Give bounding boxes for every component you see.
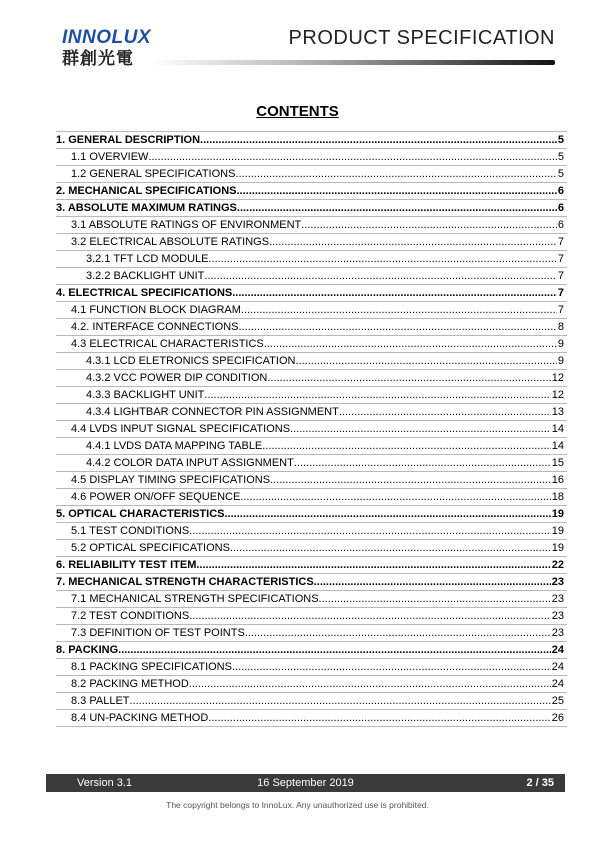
toc-entry[interactable] [56, 148, 567, 165]
toc-leader-dots [189, 523, 551, 539]
toc-entry[interactable] [56, 420, 567, 437]
toc-entry-page: 7 [557, 287, 564, 299]
toc-leader-dots [118, 642, 551, 658]
toc-leader-dots [238, 319, 556, 335]
toc-entry-title: 4. ELECTRICAL SPECIFICATIONS [56, 287, 233, 299]
toc-entry-page: 14 [551, 423, 564, 435]
toc-entry-title: 4.4.1 LVDS DATA MAPPING TABLE [86, 440, 263, 452]
toc-entry-title: 4.4.2 COLOR DATA INPUT ASSIGNMENT [86, 457, 294, 469]
toc-entry-title: 7.2 TEST CONDITIONS [71, 610, 190, 622]
toc-entry[interactable] [56, 624, 567, 641]
toc-entry[interactable] [56, 590, 567, 607]
toc-entry[interactable] [56, 352, 567, 369]
toc-entry[interactable] [56, 607, 567, 624]
toc-leader-dots [267, 370, 550, 386]
toc-leader-dots [148, 149, 556, 165]
toc-entry[interactable] [56, 709, 567, 726]
toc-entry[interactable] [56, 386, 567, 403]
toc-entry-title: 4.6 POWER ON/OFF SEQUENCE [71, 491, 241, 503]
logo-chinese-text: 群創光電 [62, 49, 134, 69]
toc-entry-title: 7.1 MECHANICAL STRENGTH SPECIFICATIONS [71, 593, 319, 605]
toc-entry[interactable] [56, 437, 567, 454]
toc-leader-dots [208, 710, 550, 726]
toc-entry-title: 4.5 DISPLAY TIMING SPECIFICATIONS [71, 474, 271, 486]
toc-leader-dots [339, 404, 551, 420]
toc-leader-dots [301, 217, 557, 233]
toc-entry-page: 5 [557, 151, 564, 163]
toc-entry-page: 8 [557, 321, 564, 333]
toc-entry-title: 3. ABSOLUTE MAXIMUM RATINGS [56, 202, 237, 214]
toc-leader-dots [295, 353, 556, 369]
toc-entry-page: 23 [551, 610, 564, 622]
toc-entry[interactable] [56, 641, 567, 658]
footer-date: 16 September 2019 [257, 777, 354, 789]
toc-entry[interactable] [56, 658, 567, 675]
toc-entry-page: 19 [551, 525, 564, 537]
toc-entry-title: 7.3 DEFINITION OF TEST POINTS [71, 627, 245, 639]
toc-leader-dots [230, 540, 551, 556]
toc-entry[interactable] [56, 267, 567, 284]
toc-entry[interactable] [56, 471, 567, 488]
toc-leader-dots [130, 693, 551, 709]
toc-entry-page: 9 [557, 338, 564, 350]
toc-entry[interactable] [56, 250, 567, 267]
toc-leader-dots [270, 472, 551, 488]
toc-entry-page: 6 [557, 202, 564, 214]
toc-entry-page: 24 [551, 661, 564, 673]
toc-entry[interactable] [56, 556, 567, 573]
toc-entry-page: 23 [551, 576, 564, 588]
toc-entry[interactable] [56, 182, 567, 199]
toc-entry-page: 26 [551, 712, 564, 724]
toc-entry[interactable] [56, 335, 567, 352]
footer-version: Version 3.1 [77, 777, 133, 789]
footer-bar [46, 774, 565, 792]
toc-entry-page: 7 [557, 236, 564, 248]
toc-leader-dots [208, 251, 556, 267]
toc-entry-page: 22 [551, 559, 564, 571]
toc-entry[interactable] [56, 692, 567, 709]
toc-entry-page: 7 [557, 304, 564, 316]
toc-entry-page: 7 [557, 253, 564, 265]
toc-entry[interactable] [56, 454, 567, 471]
toc-leader-dots [237, 200, 557, 216]
toc-entry[interactable] [56, 675, 567, 692]
toc-entry-page: 9 [557, 355, 564, 367]
copyright-notice: The copyright belongs to InnoLux. Any unauthorized use is prohibited. [166, 800, 429, 810]
toc-entry-title: 1.1 OVERVIEW [71, 151, 149, 163]
toc-entry[interactable] [56, 301, 567, 318]
toc-leader-dots [237, 183, 557, 199]
toc-leader-dots [319, 591, 551, 607]
toc-leader-dots [240, 489, 550, 505]
document-title: PRODUCT SPECIFICATION [288, 27, 555, 49]
toc-entry-title: 5.1 TEST CONDITIONS [71, 525, 190, 537]
toc-entry-title: 8.2 PACKING METHOD [71, 678, 189, 690]
toc-leader-dots [262, 438, 550, 454]
toc-entry-title: 4.3.1 LCD ELETRONICS SPECIFICATION [86, 355, 296, 367]
toc-entry-page: 16 [551, 474, 564, 486]
logo-brand-text: INNOLUX [62, 27, 151, 48]
toc-entry[interactable] [56, 216, 567, 233]
toc-leader-dots [269, 234, 557, 250]
toc-entry-page: 19 [551, 542, 564, 554]
toc-entry[interactable] [56, 233, 567, 250]
toc-entry-page: 15 [551, 457, 564, 469]
toc-entry-title: 3.2 ELECTRICAL ABSOLUTE RATINGS [71, 236, 270, 248]
toc-entry-title: 4.3.3 BACKLIGHT UNIT [86, 389, 205, 401]
toc-entry-page: 19 [551, 508, 564, 520]
toc-leader-dots [189, 676, 551, 692]
toc-entry-page: 23 [551, 627, 564, 639]
toc-entry[interactable] [56, 318, 567, 335]
contents-heading: CONTENTS [256, 103, 339, 120]
toc-entry-title: 3.1 ABSOLUTE RATINGS OF ENVIRONMENT [71, 219, 302, 231]
toc-entry[interactable] [56, 165, 567, 182]
toc-entry-title: 4.3.2 VCC POWER DIP CONDITION [86, 372, 268, 384]
toc-entry-title: 5.2 OPTICAL SPECIFICATIONS [71, 542, 230, 554]
toc-entry[interactable] [56, 488, 567, 505]
toc-entry-page: 13 [551, 406, 564, 418]
toc-entry-page: 12 [551, 372, 564, 384]
toc-entry[interactable] [56, 403, 567, 420]
toc-entry-title: 5. OPTICAL CHARACTERISTICS [56, 508, 225, 520]
toc-leader-dots [189, 608, 551, 624]
toc-entry-page: 24 [551, 678, 564, 690]
toc-entry-title: 2. MECHANICAL SPECIFICATIONS [56, 185, 237, 197]
toc-entry-title: 4.3 ELECTRICAL CHARACTERISTICS [71, 338, 264, 350]
toc-entry-page: 23 [551, 593, 564, 605]
toc-entry-page: 6 [557, 185, 564, 197]
toc-entry-title: 4.3.4 LIGHTBAR CONNECTOR PIN ASSIGNMENT [86, 406, 339, 418]
toc-leader-dots [241, 302, 557, 318]
toc-entry-title: 7. MECHANICAL STRENGTH CHARACTERISTICS [56, 576, 314, 588]
toc-entry-page: 25 [551, 695, 564, 707]
toc-leader-dots [204, 268, 556, 284]
table-of-contents [56, 131, 567, 727]
toc-leader-dots [314, 574, 551, 590]
toc-leader-dots [196, 557, 550, 573]
toc-entry-title: 4.4 LVDS INPUT SIGNAL SPECIFICATIONS [71, 423, 291, 435]
toc-leader-dots [200, 132, 557, 148]
toc-entry-title: 1. GENERAL DESCRIPTION [56, 134, 201, 146]
toc-entry-page: 12 [551, 389, 564, 401]
toc-entry-title: 8.3 PALLET [71, 695, 130, 707]
toc-leader-dots [232, 659, 551, 675]
toc-entry-title: 4.1 FUNCTION BLOCK DIAGRAM [71, 304, 241, 316]
toc-leader-dots [245, 625, 551, 641]
toc-leader-dots [264, 336, 557, 352]
toc-entry-title: 6. RELIABILITY TEST ITEM [56, 559, 197, 571]
toc-entry[interactable] [56, 284, 567, 301]
toc-leader-dots [290, 421, 551, 437]
toc-entry[interactable] [56, 131, 567, 148]
toc-entry-title: 8. PACKING [56, 644, 119, 656]
toc-entry-page: 7 [557, 270, 564, 282]
toc-leader-dots [204, 387, 550, 403]
toc-entry[interactable] [56, 505, 567, 522]
toc-entry-title: 3.2.1 TFT LCD MODULE [86, 253, 209, 265]
toc-leader-dots [235, 166, 556, 182]
toc-entry-title: 3.2.2 BACKLIGHT UNIT [86, 270, 205, 282]
toc-entry-page: 24 [551, 644, 564, 656]
toc-entry-page: 5 [557, 168, 564, 180]
toc-entry[interactable] [56, 369, 567, 386]
toc-entry-title: 1.2 GENERAL SPECIFICATIONS [71, 168, 236, 180]
header-divider [150, 60, 555, 65]
toc-entry-page: 14 [551, 440, 564, 452]
toc-entry-page: 18 [551, 491, 564, 503]
toc-entry[interactable] [56, 199, 567, 216]
toc-entry-page: 6 [557, 219, 564, 231]
footer-page-number: 2 / 35 [526, 777, 554, 789]
innolux-logo [62, 28, 151, 69]
toc-leader-dots [232, 285, 557, 301]
toc-leader-dots [224, 506, 550, 522]
toc-entry[interactable] [56, 539, 567, 556]
toc-entry[interactable] [56, 573, 567, 590]
toc-entry[interactable] [56, 522, 567, 539]
toc-entry-title: 4.2. INTERFACE CONNECTIONS [71, 321, 239, 333]
toc-leader-dots [294, 455, 551, 471]
toc-entry-title: 8.4 UN-PACKING METHOD [71, 712, 209, 724]
toc-entry-page: 5 [557, 134, 564, 146]
toc-entry-title: 8.1 PACKING SPECIFICATIONS [71, 661, 232, 673]
